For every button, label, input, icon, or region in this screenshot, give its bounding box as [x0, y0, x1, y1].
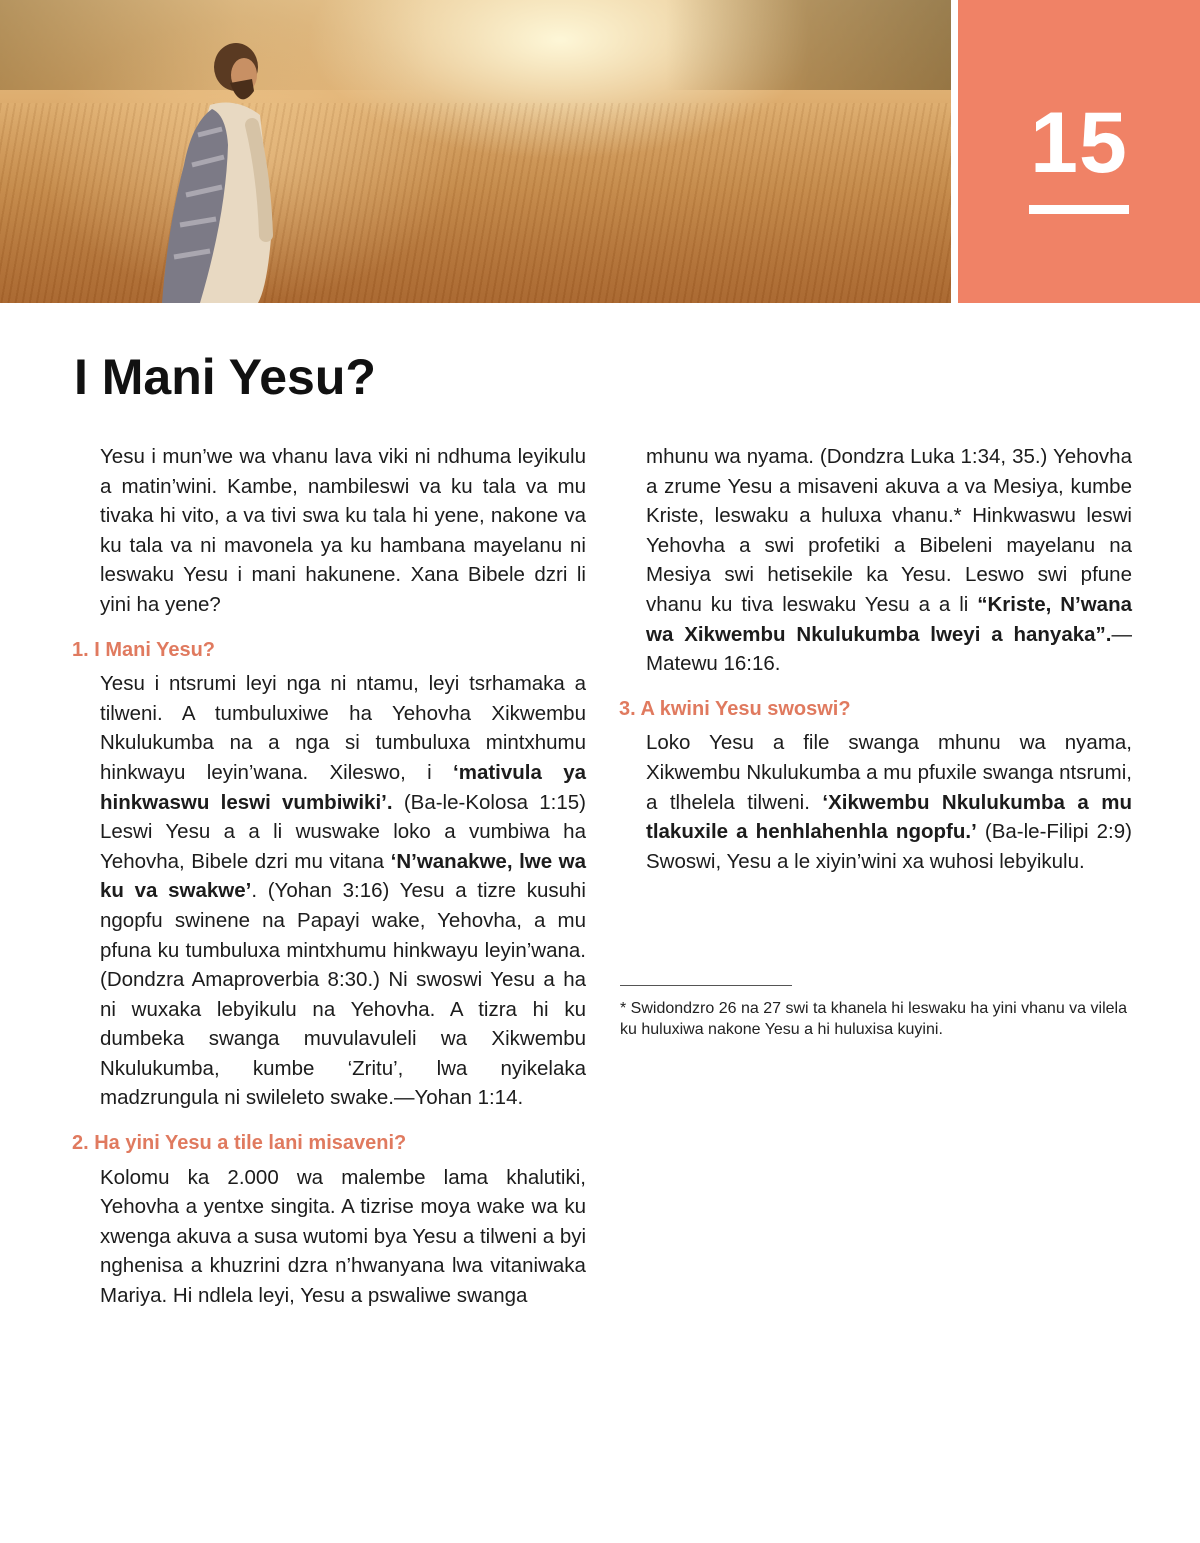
- intro-paragraph: Yesu i mun’we wa vhanu lava viki ni ndhuma leyikulu a matin’wini. Kambe, nambileswi va ku tala va mu tivaka hi vito, a va tivi swa ku tala hi yene, nakone va ku tala va ni mavonela ya ku hambana mayelanu ni leswaku Yesu i mani hakunene. Xana Bibele dzri li yini ha yene?: [100, 445, 586, 616]
- section-3-heading: 3. A kwini Yesu swoswi?: [619, 697, 851, 720]
- section-2-paragraph: Kolomu ka 2.000 wa malembe lama khalutiki, Yehovha a yentxe singita. A tizrise moya wake wa ku xwenga akuva a susa wutomi bya Yesu a tilweni a byi nghenisa a khuzrini dzra n’hwanyana lwa vitaniwaka Mariya. Hi ndlela leyi, Yesu a pswaliwe swanga: [100, 1165, 587, 1308]
- section-2-paragraph-continued: mhunu wa nyama. (Dondzra Luka 1:34, 35.) Yehovha a zrume Yesu a misaveni akuva a va Mesiya, kumbe Kriste, leswaku a huluxa vhanu.* Hinkwaswu leswi Yehovha a swi profetiki a Bibeleni mayelanu na Mesiya swi hetisekile ka Yesu. Leswo swi pfune vhanu ku tiva leswaku Yesu a a li “Kriste, N’wana wa Xikwembu Nkulukumba lweyi a hanyaka”.—Matewu 16:16.: [646, 445, 1133, 676]
- right-column: [619, 442, 1133, 876]
- chapter-number: 15: [1030, 95, 1128, 191]
- hero-image: [0, 0, 951, 303]
- footnote: * Swidondzro 26 na 27 swi ta khanela hi leswaku ha yini vhanu va vilela ku huluxiwa nakone Yesu a hi huluxisa kuyini.: [620, 1000, 1127, 1038]
- chapter-underline: [1029, 205, 1129, 214]
- section-3-paragraph: Loko Yesu a file swanga mhunu wa nyama, Xikwembu Nkulukumba a mu pfuxile swanga ntsrumi, a tlhelela tilweni. ‘Xikwembu Nkulukumba a mu tlakuxile a henhlahenhla ngopfu.’ (Ba-le-Filipi 2:9) Swoswi, Yesu a le xiyin’wini xa wuhosi lebyikulu.: [646, 731, 1132, 873]
- footnote-divider: [620, 985, 792, 986]
- section-2-heading: 2. Ha yini Yesu a tile lani misaveni?: [72, 1132, 407, 1155]
- left-column: [72, 442, 587, 1311]
- section-1-paragraph: Yesu i ntsrumi leyi nga ni ntamu, leyi tsrhamaka a tilweni. A tumbuluxiwe ha Yehovha Xikwembu Nkulukumba na a nga si tumbuluxa mintxhumu hinkwayu leyin’wana. Xileswo, i ‘mativula ya hinkwaswu leswi vumbiwiki’. (Ba-le-Kolosa 1:15) Leswi Yesu a a li wuswake loko a vumbiwa ha Yehovha, Bibele dzri mu vitana ‘N’wanakwe, lwe wa ku va swakwe’. (Yohan 3:16) Yesu a tizre kusuhi ngopfu swinene na Papayi wake, Yehovha, a mu pfuna ku tumbuluxa mintxhumu hinkwayu leyin’wana. (Dondzra Amaproverbia 8:30.) Ni swoswi Yesu a ha ni wuxaka lebyikulu na Yehovha. A tizra hi ku dumbeka swanga muvulavuleli wa Xikwembu Nkulukumba, kumbe ‘Zritu’, lwa nyikelaka madzrungula ni swileleto swake.—Yohan 1:14.: [100, 672, 587, 1110]
- section-1-heading: 1. I Mani Yesu?: [72, 638, 216, 661]
- walking-man-figure: [140, 25, 290, 303]
- chapter-badge: [958, 0, 1200, 303]
- page-title: I Mani Yesu?: [74, 349, 376, 405]
